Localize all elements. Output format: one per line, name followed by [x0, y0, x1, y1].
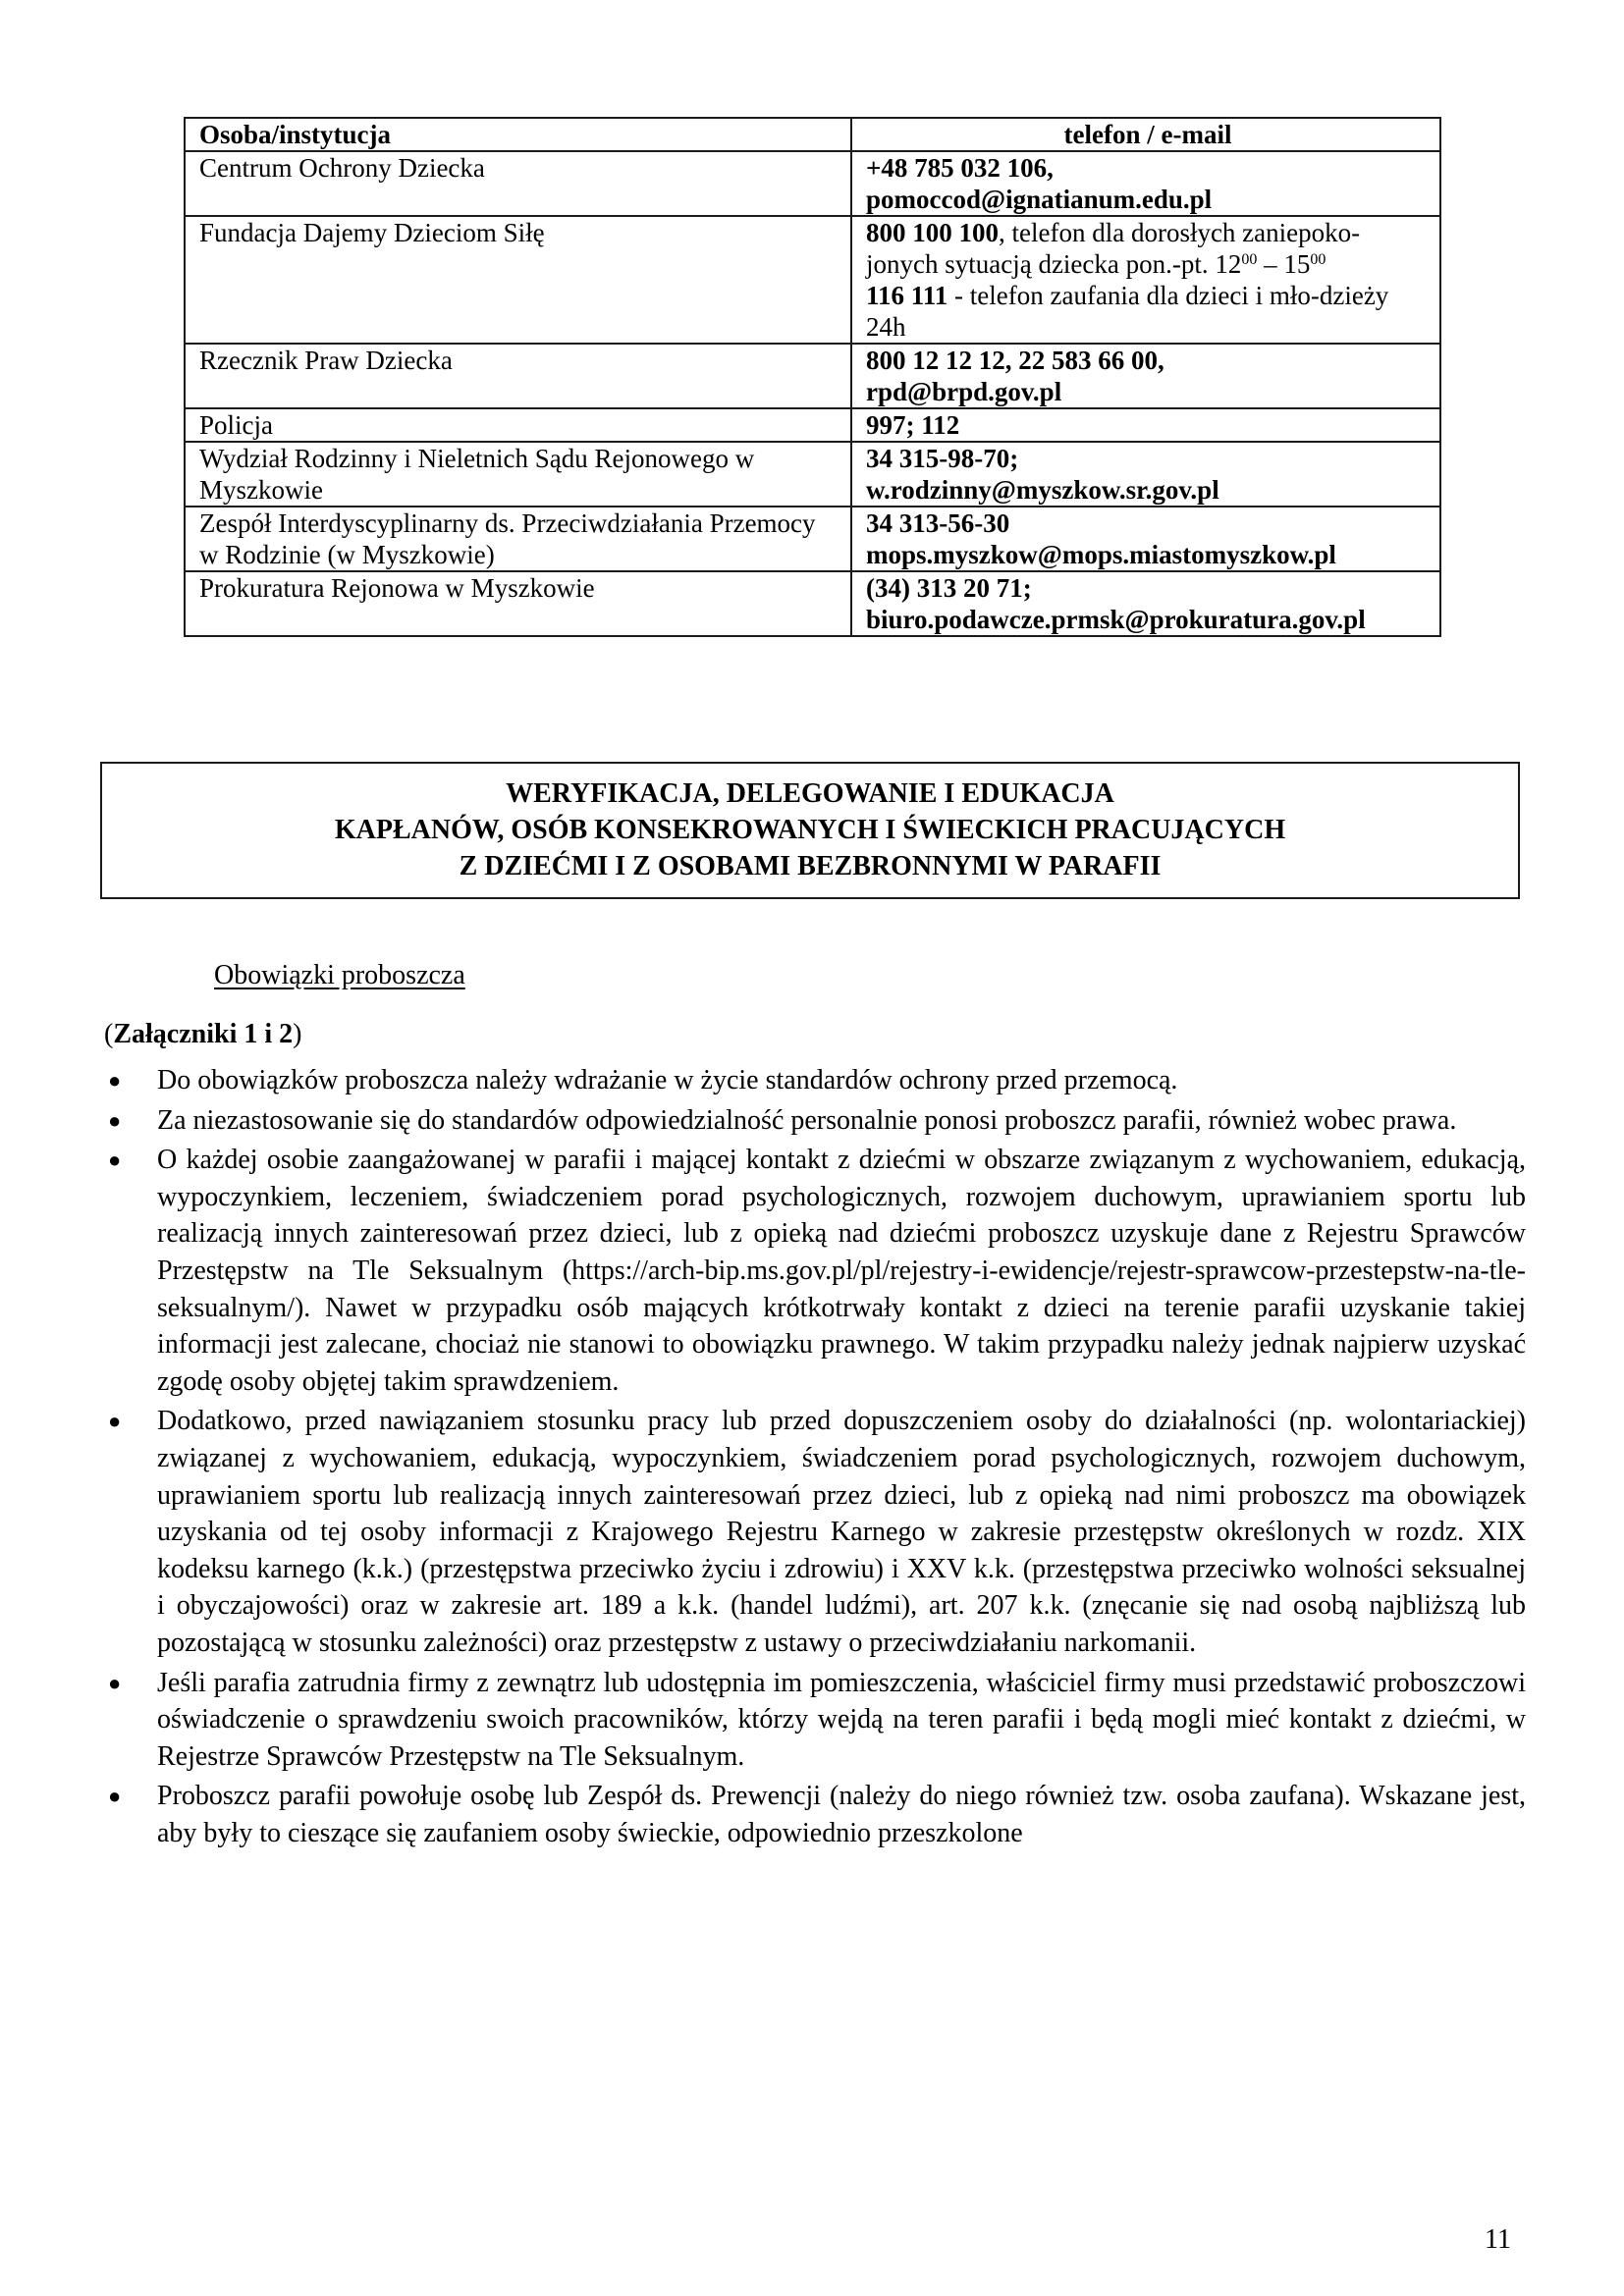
phone-description: , telefon dla dorosłych zaniepoko-jonych sytuacją dziecka pon.-pt. 12 — [866, 218, 1361, 279]
table-row — [185, 344, 1440, 408]
section-title-line: KAPŁANÓW, OSÓB KONSEKROWANYCH I ŚWIECKICH PRACUJĄCYCH — [334, 815, 1286, 845]
contact-cell — [851, 442, 1440, 507]
section-title-line: Z DZIEĆMI I Z OSOBAMI BEZBRONNYMI W PARAFII — [459, 851, 1162, 881]
list-item-text: Dodatkowo, przed nawiązaniem stosunku pracy lub przed dopuszczeniem osoby do działalności (np. wolontariackiej) związanej z wychowaniem, edukacją, wypoczynkiem, świadczeniem porad psychologicznych, rozwojem duchowym, uprawianiem sportu lub realizacją innych zainteresowań przez dzieci, lub z opieką nad nimi proboszcz ma obowiązek uzyskania od tej osoby informacji z Krajowego Rejestru Karnego w zakresie przestępstw określonych w rozdz. XIX kodeksu karnego (k.k.) (przestępstwa przeciwko życiu i zdrowiu) i XXV k.k. (przestępstwa przeciwko wolności seksualnej i obyczajowości) oraz w zakresie art. 189 a k.k. (handel ludźmi), art. 207 k.k. (znęcanie się nad osobą najbliższą lub pozostającą w stosunku zależności) oraz przestępstw z ustawy o przeciwdziałaniu narkomanii. — [157, 1406, 1526, 1658]
phone: (34) 313 20 71; — [866, 573, 1032, 603]
header-person-institution: Osoba/instytucja — [185, 118, 851, 151]
email-link[interactable]: rpd@brpd.gov.pl — [866, 377, 1062, 406]
list-item — [104, 1403, 1526, 1661]
subheading-pastor-duties: Obowiązki proboszcza — [214, 960, 465, 990]
list-item-text: Proboszcz parafii powołuje osobę lub Zespół ds. Prewencji (należy do niego również tzw. osoba zaufana). Wskazane jest, aby były to cieszące się zaufaniem osoby świeckie, odpowiednio przeszkolone — [157, 1781, 1526, 1848]
bullet-icon: ● — [108, 1670, 122, 1695]
hours-superscript: 00 — [1310, 251, 1326, 268]
paren-open: ( — [104, 1019, 114, 1049]
table-row — [185, 151, 1440, 216]
bullet-icon: ● — [108, 1784, 122, 1809]
list-item-text: O każdej osobie zaangażowanej w parafii i mającej kontakt z dziećmi w obszarze związanym z wychowaniem, edukacją, wypoczynkiem, leczeniem, świadczeniem porad psychologicznych, rozwojem duchowym, uprawianiem sportu lub realizacją innych zainteresowań przez dzieci, lub z opieką nad dziećmi proboszcz uzyskuje dane z Rejestru Sprawców Przestępstw na Tle Seksualnym (https://arch-bip.ms.gov.pl/pl/rejestry-i-ewidencje/rejestr-sprawcow-przestepstw-na-tle-seksualnym/). Nawet w przypadku osób mających krótkotrwały kontakt z dzieci na terenie parafii uzyskanie takiej informacji jest zalecane, chociaż nie stanowi to obowiązku prawnego. W takim przypadku należy jednak najpierw uzyskać zgodę osoby objętej takim sprawdzeniem. — [157, 1145, 1526, 1397]
phone-description: - telefon zaufania dla dzieci i mło-dzieży 24h — [866, 281, 1389, 342]
bullet-icon: ● — [108, 1068, 122, 1093]
institution-name: Centrum Ochrony Dziecka — [185, 151, 851, 216]
list-item-text: Jeśli parafia zatrudnia firmy z zewnątrz lub udostępnia im pomieszczenia, właściciel firmy musi przedstawić proboszczowi oświadczenie o sprawdzeniu swoich pracowników, którzy wejdą na teren parafii i będą mogli mieć kontakt z dziećmi, w Rejestrze Sprawców Przestępstw na Tle Seksualnym. — [157, 1667, 1526, 1772]
contact-cell — [851, 216, 1440, 344]
institution-name: Fundacja Dajemy Dzieciom Siłę — [185, 216, 851, 344]
institution-name: Rzecznik Praw Dziecka — [185, 344, 851, 408]
table-row — [185, 571, 1440, 636]
list-item — [104, 1665, 1526, 1776]
contact-cell — [851, 507, 1440, 571]
email-link[interactable]: w.rodzinny@myszkow.sr.gov.pl — [866, 475, 1219, 505]
section-title-line: WERYFIKACJA, DELEGOWANIE I EDUKACJA — [506, 778, 1114, 809]
hours-separator: – 15 — [1257, 249, 1311, 279]
contact-cell — [851, 408, 1440, 442]
institution-name: Policja — [185, 408, 851, 442]
attachments-reference — [104, 1019, 301, 1050]
page-number: 11 — [1485, 2224, 1511, 2255]
list-item — [104, 1778, 1526, 1851]
phone: 116 111 — [866, 281, 948, 310]
list-item — [104, 1062, 1526, 1099]
contacts-table — [184, 117, 1441, 637]
contact-cell — [851, 151, 1440, 216]
attachments-label: Załączniki 1 i 2 — [113, 1019, 294, 1049]
section-title-box — [100, 762, 1520, 899]
phone: 34 313-56-30 — [866, 508, 1010, 538]
phone: +48 785 032 106, — [866, 153, 1054, 183]
institution-name: Zespół Interdyscyplinarny ds. Przeciwdziałania Przemocy w Rodzinie (w Myszkowie) — [185, 507, 851, 571]
bullet-icon: ● — [108, 1409, 122, 1434]
bullet-icon: ● — [108, 1148, 122, 1173]
contact-cell — [851, 344, 1440, 408]
phone: 800 12 12 12, 22 583 66 00, — [866, 346, 1164, 375]
institution-name: Prokuratura Rejonowa w Myszkowie — [185, 571, 851, 636]
bullet-icon: ● — [108, 1107, 122, 1133]
table-row — [185, 442, 1440, 507]
email-link[interactable]: biuro.podawcze.prmsk@prokuratura.gov.pl — [866, 605, 1366, 634]
table-row — [185, 408, 1440, 442]
phone: 34 315-98-70; — [866, 444, 1019, 473]
institution-name: Wydział Rodzinny i Nieletnich Sądu Rejonowego w Myszkowie — [185, 442, 851, 507]
list-item-text: Za niezastosowanie się do standardów odpowiedzialność personalnie ponosi proboszcz parafii, również wobec prawa. — [157, 1104, 1457, 1136]
list-item-text: Do obowiązków proboszcza należy wdrażanie w życie standardów ochrony przed przemocą. — [157, 1065, 1178, 1095]
contact-cell — [851, 571, 1440, 636]
email-link[interactable]: pomoccod@ignatianum.edu.pl — [866, 185, 1213, 214]
phone: 997; 112 — [866, 410, 960, 440]
list-item — [104, 1102, 1526, 1140]
table-row — [185, 507, 1440, 571]
duties-list — [104, 1062, 1526, 1854]
email-link[interactable]: mops.myszkow@mops.miastomyszkow.pl — [866, 540, 1336, 569]
table-row — [185, 216, 1440, 344]
paren-close: ) — [293, 1019, 302, 1049]
phone: 800 100 100 — [866, 218, 999, 247]
header-phone-email: telefon / e-mail — [851, 118, 1440, 151]
list-item — [104, 1142, 1526, 1400]
table-header-row — [185, 118, 1440, 151]
hours-superscript: 00 — [1241, 251, 1258, 268]
